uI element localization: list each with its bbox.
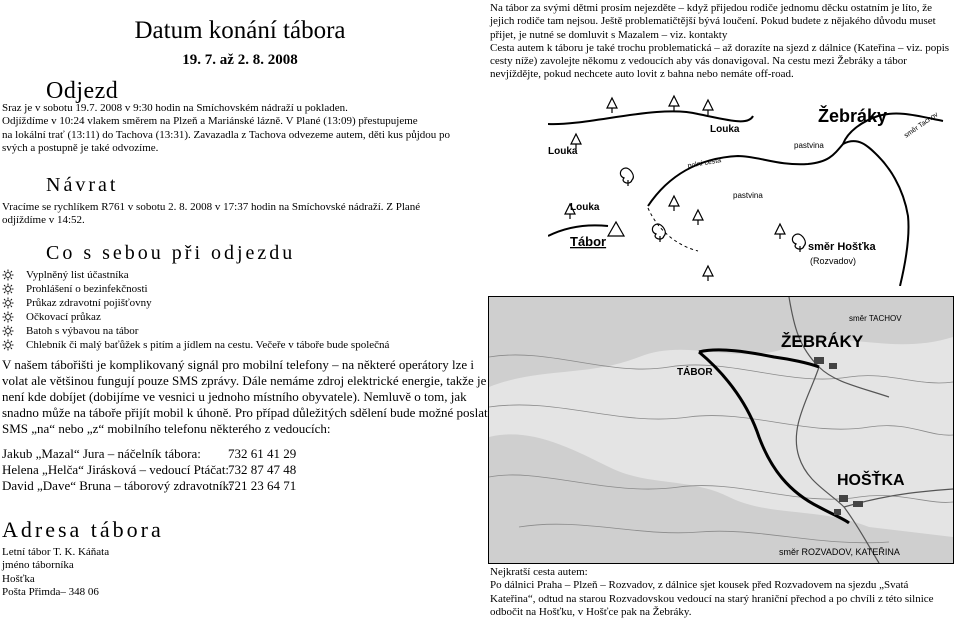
topo-label-tabor: TÁBOR [677,367,713,378]
address-heading: Adresa tábora [2,517,164,542]
list-item-label: Vyplněný list účastníka [26,269,129,281]
topo-label-zebraky: ŽEBRÁKY [781,332,864,351]
sun-bullet-icon [2,325,14,337]
contact-row [2,462,296,478]
contact-name: Jakub „Mazal“ Jura – náčelník tábora: [2,446,201,461]
dates-title: Datum konání tábora [134,17,346,44]
address-line: Letní tábor T. K. Káňata [2,546,110,558]
sketch-label-louka: Louka [548,146,578,157]
list-item-label: Batoh s výbavou na tábor [26,325,139,337]
packing-list [2,268,482,352]
departure-line: svých a postupně je také odvozíme. [2,141,159,154]
sun-bullet-icon [2,269,14,281]
address-line: Pošta Přimda– 348 06 [2,585,99,598]
route-line-text: Po dálnici Praha – Plzeň – Rozvadov, z dálnice sjet kousek před Rozvadovem na sjezdu „Svatá [490,579,909,592]
parents-note [490,2,956,82]
topo-label-hostka: HOŠŤKA [837,472,905,489]
mobile-line: snadno může na táboře přijít mobil k úhoně. Pro případ důležitých sdělení bude možné poslat [2,405,488,420]
departure-line: Sraz je v sobotu 19.7. 2008 v 9:30 hodin na Smíchovském nádraží u pokladen. [2,102,348,114]
list-item-label: Prohlášení o bezinfekčnosti [26,283,148,295]
parents-note-line: Cesta autem k táboru je také trochu problematická – až dorazíte na sjezd z dálnice (Kateřina – viz. popis [490,41,950,54]
departure-heading: Odjezd [46,78,119,104]
address-line: jméno táborníka [2,559,74,572]
sketch-field-path [648,208,698,251]
tree-icons [565,96,805,281]
sun-bullet-icon [2,297,14,309]
list-item [2,338,482,352]
contact-phone: 732 87 47 48 [228,462,297,477]
sketch-label-smer-tachov: směr Tachov [903,111,940,140]
list-item-label: Očkovací průkaz [26,311,101,323]
route-description [490,566,956,619]
parents-note-line: jejich rodiče tam nejsou. Ještě problematičtější bývá loučení. Pokud budete z nějakého důvodu muset [490,15,936,28]
packing-heading: Co s sebou při odjezdu [46,242,296,264]
contact-name: David „Dave“ Bruna – táborový zdravotník: [2,478,233,493]
mobile-line: není kde dobíjet (dobijíme ve vesnici u jednoho místního obyvatele). Nemluvě o tom, jak [2,389,467,404]
address-line: Hošťka [2,572,35,585]
contact-row [2,446,296,462]
sketch-map-drawing [548,86,958,286]
contact-row [2,478,296,494]
topographic-map [488,296,954,564]
parents-note-line: přijet, je nutné se domluvit s Mazalem – viz. kontakty [490,28,728,41]
sketch-label-rozvadov: (Rozvadov) [810,256,857,266]
topo-map-drawing [489,297,953,563]
sketch-label-smer-hostka: směr Hošťka [808,241,876,253]
return-line: odjíždíme v 14:52. [2,214,85,227]
route-line-text: Kateřina“, odtud na starou Rozvadovskou vedoucí na starý hraniční přechod a po chvíli z této silnice [490,592,934,605]
sketch-label-pastvina: pastvina [794,141,824,150]
contact-phone: 732 61 41 29 [228,446,297,461]
mobile-line: V našem tábořišti je komplikovaný signál pro mobilní telefony – na některé operátory lze i [2,357,474,372]
return-text [2,201,482,228]
parents-note-line: Na tábor za svými dětmi prosím nejezděte – když přijedou rodiče jednomu děcku ostatním je líto, že [490,2,933,14]
route-line-text: odbočit na Hošťku, v Hošťce pak na Žebráky. [490,605,692,618]
mobile-paragraph [2,357,488,437]
parents-note-line: cesty níže) zavolejte někomu z vedoucích aby vás donavigoval. Na cestu mezi Žebráky a tábor [490,55,907,68]
sun-bullet-icon [2,283,14,295]
contact-name: Helena „Helča“ Jirásková – vedoucí Ptáčat: [2,462,230,477]
return-heading: Návrat [46,174,119,196]
sketch-label-louka: Louka [710,124,740,135]
dates-range: 19. 7. až 2. 8. 2008 [182,52,298,68]
sketch-map [548,86,958,286]
tent-icon [608,222,624,236]
address-block [2,546,109,599]
sketch-label-louka: Louka [570,202,600,213]
list-item [2,296,482,310]
topo-label-smer-tachov: směr TACHOV [849,314,902,323]
sketch-label-zebraky: Žebráky [818,106,888,126]
sketch-label-polni-cesta: polní cesta [687,157,722,170]
list-item [2,310,482,324]
departure-text [2,102,482,155]
list-item-label: Průkaz zdravotní pojišťovny [26,297,152,309]
contacts-list [2,446,296,494]
mobile-line: volat ale většinou fungují pouze SMS zprávy. Dále nemáme zdroj elektrické energie, takže je [2,373,487,388]
sun-bullet-icon [2,339,14,351]
topo-label-smer-rozvadov: směr ROZVADOV, KATEŘINA [779,547,900,557]
dates-block [125,16,355,69]
departure-line: na lokální trať (13:11) do Tachova (13:31). Zavazadla z Tachova odvezeme autem, děti kus půjdou po [2,128,451,141]
list-item [2,282,482,296]
list-item [2,268,482,282]
sun-bullet-icon [2,311,14,323]
list-item [2,324,482,338]
sketch-label-tabor: Tábor [570,234,607,249]
contact-phone: 721 23 64 71 [228,478,297,493]
sketch-label-pastvina: pastvina [733,191,763,200]
departure-line: Odjíždíme v 10:24 vlakem směrem na Plzeň a Mariánské lázně. V Plané (13:09) přestupujeme [2,115,418,128]
list-item-label: Chlebník či malý baťůžek s pitím a jídlem na cestu. Večeře v táboře bude společná [26,339,390,351]
mobile-line: SMS „na“ nebo „z“ mobilního telefonu některého z vedoucích: [2,421,331,436]
route-heading: Nejkratší cesta autem: [490,566,588,578]
parents-note-line: nevjíždějte, pokud nechcete auto lovit z bahna nebo nemáte off-road. [490,68,794,81]
return-line: Vracíme se rychlíkem R761 v sobotu 2. 8. 2008 v 17:37 hodin na Smíchovské nádraží. Z Plané [2,201,421,213]
